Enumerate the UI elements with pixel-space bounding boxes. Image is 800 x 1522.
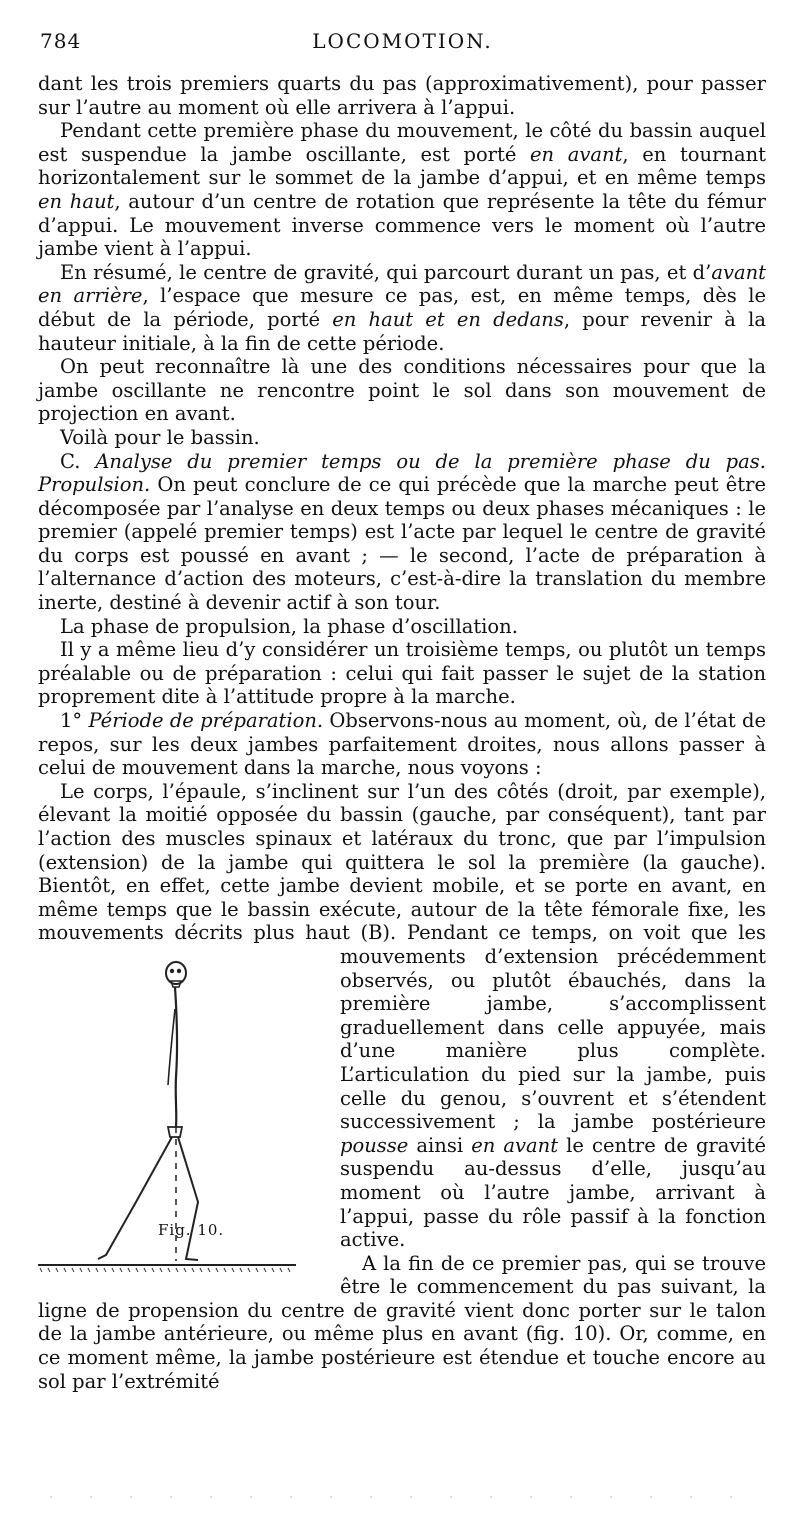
paragraph: En résumé, le centre de gravité, qui parcourt durant un pas, et d’avant en arrière, l’espace que mesure ce pas, est, en même temps, dès le début de la période, porté en haut et en dedans, pour revenir à la hauteur initiale, à la fin de cette période. xyxy=(38,260,766,355)
running-title: LOCOMOTION. xyxy=(312,29,493,53)
italic-text: avant en arrière xyxy=(38,260,766,308)
body-text xyxy=(38,72,766,1393)
figure-10 xyxy=(36,947,324,1277)
running-header xyxy=(40,30,765,56)
paragraph-text-beside-figure: voit que les mouvements d’extension précédemment observés, ou plutôt ébauchés, dans la première jambe, s’accomplissent graduellement dans celle appuyée, mais d’une manière plus complète. L’articulation du pied sur la jambe, puis celle du genou, s’ouvrent et s’étendent successivement ; la jambe postérieure pousse ainsi en avant le centre de gravité suspendu au-dessus d’elle, jusqu’au moment où l’autre jambe, arrivant à l’appui, passe du rôle passif à la fonction active. xyxy=(340,921,767,1252)
italic-text: en haut et en dedans xyxy=(332,307,564,331)
paragraph: 1° Période de préparation. Observons-nous au moment, où, de l’état de repos, sur les deux jambes parfaitement droites, nous allons passer à celui de mouvement dans la marche, nous voyons : xyxy=(38,709,766,780)
paragraph: dant les trois premiers quarts du pas (approximativement), pour passer sur l’autre au moment où elle arrivera à l’appui. xyxy=(38,72,766,119)
paragraph: On peut reconnaître là une des conditions nécessaires pour que la jambe oscillante ne rencontre point le sol dans son mouvement de projection en avant. xyxy=(38,355,766,426)
bottom-print-marks xyxy=(40,1494,760,1500)
italic-text: Analyse du premier temps ou de la première phase du pas. Propulsion. xyxy=(38,449,766,497)
paragraph-text-before-figure: Le corps, l’épaule, s’inclinent sur l’un des côtés (droit, par exemple), élevant la moitié opposée du bassin (gauche, par conséquent), tant par l’action des muscles spinaux et latéraux du tronc, que par l’impulsion (extension) de la jambe qui quittera le sol la première (la gauche). Bientôt, en effet, cette jambe devient mobile, et se porte en avant, en même temps que le bassin exécute, autour de la tête fémorale fixe, les mouvements décrits plus haut (B). Pendant ce temps, on xyxy=(38,779,766,945)
paragraph: La phase de propulsion, la phase d’oscillation. xyxy=(60,614,518,638)
figure-caption: Fig. 10. xyxy=(158,1220,225,1239)
italic-text: en haut xyxy=(38,189,115,213)
page-number: 784 xyxy=(40,29,82,53)
paragraph: C. Analyse du premier temps ou de la première phase du pas. Propulsion. On peut conclure de ce qui précède que la marche peut être décomposée par l’analyse en deux temps ou deux phases mécaniques : le premier (appelé premier temps) est l’acte par lequel le centre de gravité du corps est poussé en avant ; — le second, l’acte de préparation à l’alternance d’action des moteurs, c’est-à-dire la translation du membre inerte, destiné à devenir actif à son tour. xyxy=(38,449,766,615)
paragraph: Voilà pour le bassin. xyxy=(60,425,260,449)
paragraph: Pendant cette première phase du mouvement, le côté du bassin auquel est suspendue la jambe oscillante, est porté en avant, en tournant horizontalement sur le sommet de la jambe d’appui, et en même temps en haut, autour d’un centre de rotation que représente la tête du fémur d’appui. Le mouvement inverse commence vers le moment où l’autre jambe vient à l’appui. xyxy=(38,119,766,261)
italic-text: en avant xyxy=(530,142,623,166)
italic-text: en avant xyxy=(471,1133,559,1157)
italic-text: pousse xyxy=(340,1133,409,1157)
paragraph: A la fin de ce premier pas, qui se trouve être le commencement du pas suivant, la ligne de propension du centre de gravité vient donc porter sur le talon de la jambe antérieure, ou même plus en avant (fig. 10). Or, comme, en ce moment même, la jambe postérieure est étendue et touche encore au sol par l’extrémité xyxy=(38,1251,766,1393)
paragraph xyxy=(38,780,766,1252)
italic-text: Période de préparation. xyxy=(88,709,324,733)
paragraph: Il y a même lieu d’y considérer un troisième temps, ou plutôt un temps préalable ou de préparation : celui qui fait passer le sujet de la station proprement dite à l’attitude propre à la marche. xyxy=(38,638,766,709)
